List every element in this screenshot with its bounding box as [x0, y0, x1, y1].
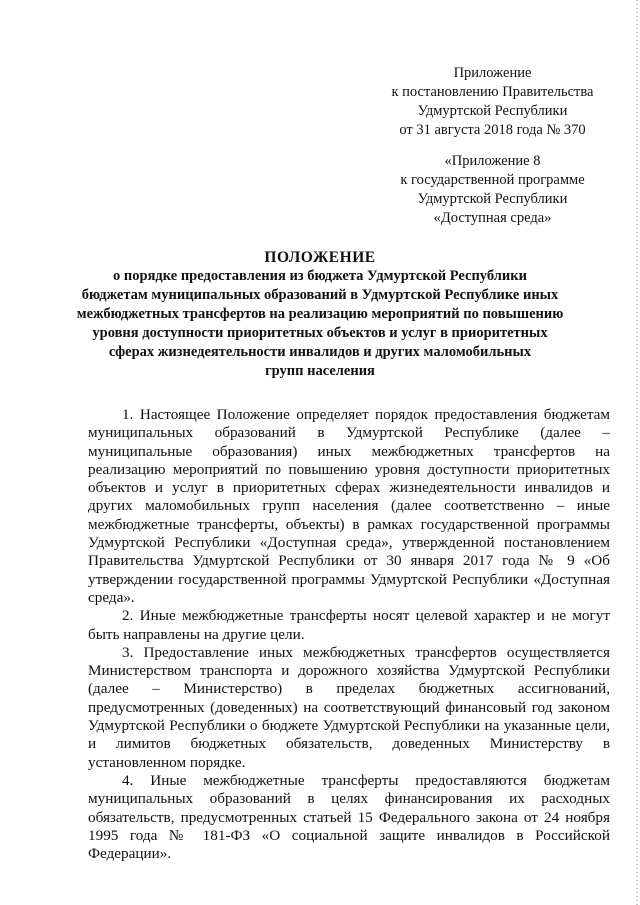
approval-line: Приложение [453, 65, 532, 81]
approval-line: от 31 августа 2018 года № 370 [399, 122, 586, 138]
approval-stamp [360, 64, 625, 140]
approval-line: Удмуртской Республики [417, 103, 568, 119]
title-line: сферах жизнедеятельности инвалидов и других маломобильных [108, 344, 532, 360]
program-appendix-note [360, 152, 625, 228]
title-line: уровня доступности приоритетных объектов и услуг в приоритетных [92, 325, 548, 341]
title-line: бюджетам муниципальных образований в Удмуртской Республике иных [81, 287, 559, 303]
paragraph-3: 3. Предоставление иных межбюджетных трансфертов осуществляется Министерством транспорта и дорожного хозяйства Удмуртской Республики (далее – Министерство) в пределах бюджетных ассигнований, предусмотренных (доведенных) на соответствующий финансовый год законом Удмуртской Республики о бюджете Удмуртской Республики на указанные цели, и лимитов бюджетных обязательств, доведенных Министерству в установленном порядке. [88, 643, 610, 771]
title-line: о порядке предоставления из бюджета Удмуртской Республики [113, 268, 527, 284]
appendix-line: Удмуртской Республики [417, 191, 568, 207]
paragraph-4: 4. Иные межбюджетные трансферты предоставляются бюджетам муниципальных образований в целях финансирования их расходных обязательств, предусмотренных статьей 15 Федерального закона от 24 ноября 1995 года № 181-ФЗ «О социальной защите инвалидов в Российской Федерации». [88, 771, 610, 863]
approval-line: к постановлению Правительства [391, 84, 594, 100]
title-heading: ПОЛОЖЕНИЕ [264, 249, 376, 266]
paragraph-1: 1. Настоящее Положение определяет порядок предоставления бюджетам муниципальных образований в Удмуртской Республике (далее – муниципальные образования) иных межбюджетных трансфертов на реализацию мероприятий по повышению уровня доступности приоритетных объектов и услуг в приоритетных сферах жизнедеятельности инвалидов и других маломобильных групп населения (далее соответственно – иные межбюджетные трансферты, объекты) в рамках государственной программы Удмуртской Республики «Доступная среда», утвержденной постановлением Правительства Удмуртской Республики от 30 января 2017 года № 9 «Об утверждении государственной программы Удмуртской Республики «Доступная среда». [88, 406, 610, 606]
title-line: групп населения [265, 363, 375, 379]
appendix-line: к государственной программе [400, 172, 585, 188]
title-line: межбюджетных трансфертов на реализацию мероприятий по повышению [76, 306, 564, 322]
appendix-line: «Доступная среда» [433, 210, 552, 226]
appendix-line: «Приложение 8 [444, 153, 541, 169]
document-body [88, 406, 610, 863]
paragraph-2: 2. Иные межбюджетные трансферты носят целевой характер и не могут быть направлены на другие цели. [88, 607, 610, 643]
scan-edge-dots [636, 0, 638, 905]
document-title [70, 248, 570, 381]
